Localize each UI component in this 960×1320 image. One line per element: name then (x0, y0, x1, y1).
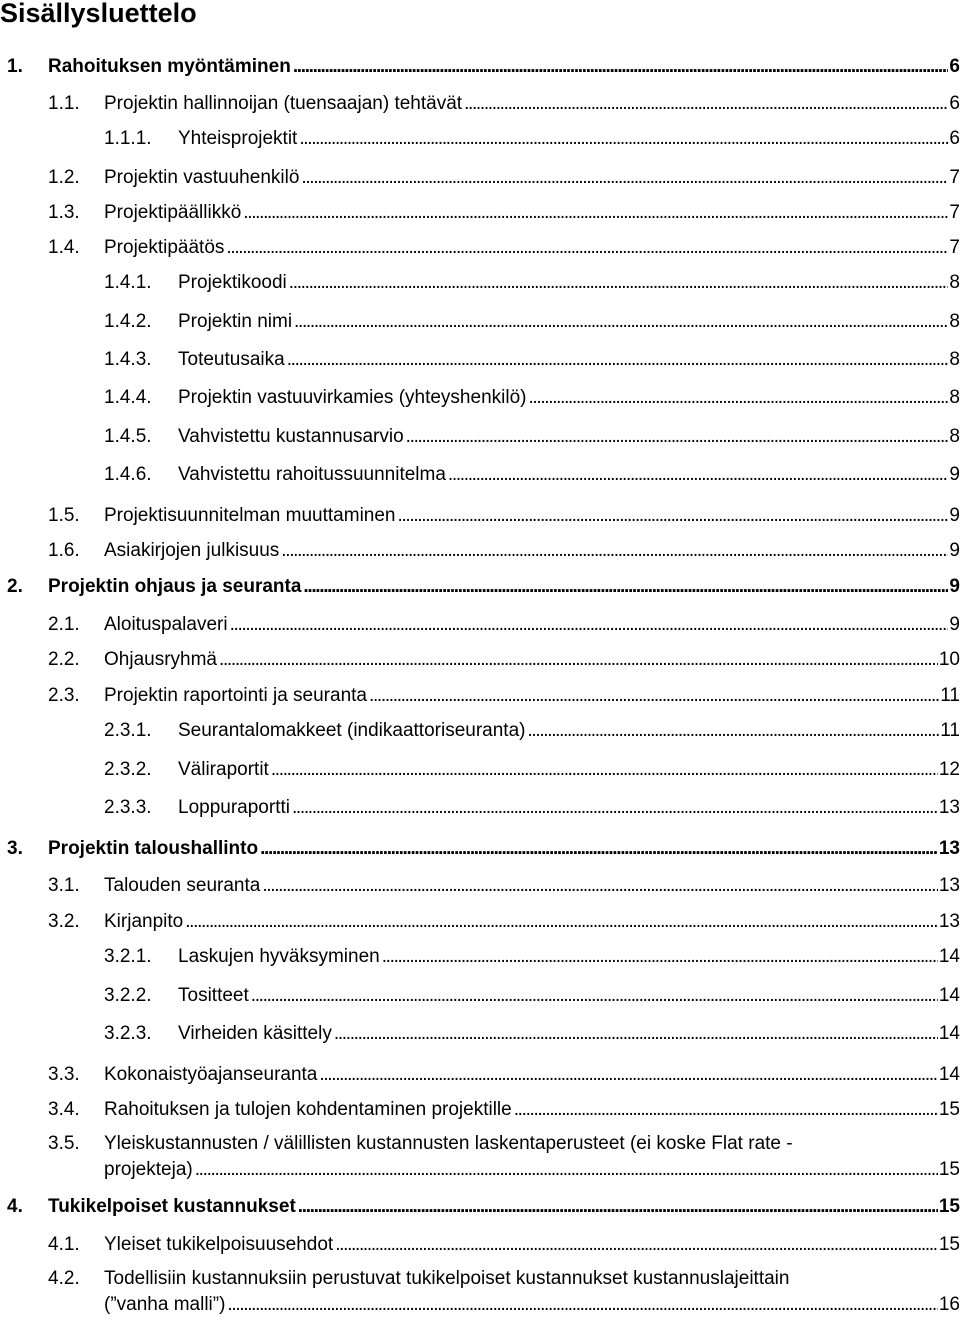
toc-number: 2.2. (48, 649, 80, 670)
toc-page-number: 9 (949, 540, 960, 561)
toc-title: Projektin raportointi ja seuranta (104, 685, 367, 706)
toc-number: 3.2.3. (104, 1023, 152, 1044)
toc-page-number: 8 (949, 311, 960, 332)
toc-entry[interactable] (0, 1232, 960, 1258)
toc-page-number: 7 (949, 237, 960, 258)
toc-page-number: 9 (949, 576, 960, 597)
dot-leader (319, 1062, 937, 1088)
dot-leader (271, 757, 938, 783)
dot-leader (398, 503, 949, 529)
dot-leader (294, 309, 948, 335)
toc-title-line1: Todellisiin kustannuksiin perustuvat tukikelpoiset kustannukset kustannuslajeittain (104, 1268, 790, 1289)
toc-title: Vahvistettu kustannusarvio (178, 426, 404, 447)
dot-leader (260, 836, 938, 862)
toc-number: 1.1. (48, 93, 80, 114)
toc-page-number: 10 (938, 649, 960, 670)
toc-number: 1.4.1. (104, 272, 152, 293)
toc-number: 1.4. (48, 237, 80, 258)
dot-leader (219, 647, 938, 673)
dot-leader (185, 909, 938, 935)
toc-page-number: 15 (938, 1196, 960, 1217)
toc-title: Rahoituksen ja tulojen kohdentaminen projektille (104, 1099, 512, 1120)
dot-leader (448, 462, 949, 488)
toc-title: Rahoituksen myöntäminen (48, 56, 291, 77)
toc-title: Projektin ohjaus ja seuranta (48, 576, 302, 597)
toc-number: 1.5. (48, 505, 80, 526)
toc-entry[interactable] (0, 235, 960, 261)
dot-leader (369, 683, 939, 709)
toc-title-line1: Yleiskustannusten / välillisten kustannusten laskentaperusteet (ei koske Flat rate - (104, 1133, 793, 1154)
toc-title: Loppuraportti (178, 797, 290, 818)
toc-entry[interactable] (0, 909, 960, 935)
toc-number: 3.2. (48, 911, 80, 932)
toc-page-number: 9 (949, 614, 960, 635)
toc-entry[interactable] (0, 503, 960, 529)
dot-leader (227, 1292, 937, 1318)
toc-title: Ohjausryhmä (104, 649, 217, 670)
toc-number: 2.3.3. (104, 797, 152, 818)
toc-number: 4.2. (48, 1268, 80, 1289)
toc-title: Aloituspalaveri (104, 614, 228, 635)
toc-page-number: 6 (949, 93, 960, 114)
toc-page-number: 7 (949, 202, 960, 223)
toc-entry[interactable] (0, 683, 960, 709)
toc-title: Kirjanpito (104, 911, 184, 932)
toc-entry[interactable] (0, 309, 960, 335)
toc-number: 3.5. (48, 1133, 80, 1154)
toc-entry[interactable] (0, 1131, 960, 1183)
toc-page-number: 11 (940, 685, 960, 706)
toc-page-number: 8 (949, 272, 960, 293)
toc-entry[interactable] (0, 647, 960, 673)
toc-title: Vahvistettu rahoitussuunnitelma (178, 464, 446, 485)
toc-entry[interactable] (0, 574, 960, 600)
dot-leader (382, 944, 938, 970)
toc-entry[interactable] (0, 54, 960, 80)
dot-leader (195, 1157, 938, 1183)
toc-entry[interactable] (0, 873, 960, 899)
toc-number: 2.3.1. (104, 720, 152, 741)
toc-number: 2. (7, 576, 23, 597)
dot-leader (527, 718, 939, 744)
toc-page-number: 14 (938, 1023, 960, 1044)
toc-entry[interactable] (0, 270, 960, 296)
toc-title: projekteja) (104, 1159, 193, 1180)
toc-number: 3.2.1. (104, 946, 152, 967)
dot-leader (406, 424, 949, 450)
dot-leader (251, 983, 938, 1009)
toc-title: Seurantalomakkeet (indikaattoriseuranta) (178, 720, 526, 741)
toc-title: Projektin hallinnoijan (tuensaajan) tehtävät (104, 93, 463, 114)
dot-leader (262, 873, 938, 899)
toc-page-number: 8 (949, 349, 960, 370)
toc-page-number: 13 (938, 797, 960, 818)
dot-leader (293, 54, 949, 80)
toc-page-number: 13 (938, 838, 960, 859)
toc-entry[interactable] (0, 126, 960, 152)
dot-leader (243, 200, 948, 226)
toc-entry[interactable] (0, 612, 960, 638)
toc-number: 4.1. (48, 1234, 80, 1255)
toc-number: 1.4.5. (104, 426, 152, 447)
toc-title: Toteutusaika (178, 349, 285, 370)
toc-entry[interactable] (0, 462, 960, 488)
toc-page-number: 14 (938, 985, 960, 1006)
toc-entry[interactable] (0, 983, 960, 1009)
toc-title: Projektin vastuuhenkilö (104, 167, 300, 188)
toc-number: 1.4.2. (104, 311, 152, 332)
toc-number: 3.2.2. (104, 985, 152, 1006)
toc-entry[interactable] (0, 836, 960, 862)
toc-entry[interactable] (0, 1097, 960, 1123)
toc-page-number: 6 (949, 128, 960, 149)
toc-title: Asiakirjojen julkisuus (104, 540, 280, 561)
toc-title: Väliraportit (178, 759, 269, 780)
dot-leader (335, 1232, 938, 1258)
toc-entry[interactable] (0, 718, 960, 744)
toc-number: 3.3. (48, 1064, 80, 1085)
toc-entry[interactable] (0, 1062, 960, 1088)
toc-page-number: 15 (938, 1159, 960, 1180)
toc-page-number: 9 (949, 464, 960, 485)
dot-leader (528, 385, 948, 411)
dot-leader (334, 1021, 938, 1047)
toc-number: 4. (7, 1196, 23, 1217)
toc-page-number: 16 (938, 1294, 960, 1315)
toc-number: 1.4.6. (104, 464, 152, 485)
toc-number: 1.3. (48, 202, 80, 223)
toc-page-number: 9 (949, 505, 960, 526)
toc-title: Virheiden käsittely (178, 1023, 332, 1044)
toc-number: 1.4.4. (104, 387, 152, 408)
dot-leader (230, 612, 949, 638)
toc-number: 1. (7, 56, 23, 77)
dot-leader (226, 235, 948, 261)
page-title: Sisällysluettelo (0, 0, 197, 28)
toc-entry[interactable] (0, 91, 960, 117)
toc-entry[interactable] (0, 1021, 960, 1047)
dot-leader (464, 91, 948, 117)
toc-title: Talouden seuranta (104, 875, 261, 896)
toc-page-number: 8 (949, 426, 960, 447)
toc-title: Projektin nimi (178, 311, 293, 332)
toc-number: 2.3. (48, 685, 80, 706)
toc-page-number: 14 (938, 946, 960, 967)
toc-page-number: 15 (938, 1234, 960, 1255)
toc-entry[interactable] (0, 385, 960, 411)
toc-number: 1.1.1. (104, 128, 152, 149)
toc-entry[interactable] (0, 538, 960, 564)
toc-entry[interactable] (0, 347, 960, 373)
toc-title: Tositteet (178, 985, 249, 1006)
toc-title: Projektisuunnitelman muuttaminen (104, 505, 396, 526)
dot-leader (287, 347, 949, 373)
toc-page-number: 15 (938, 1099, 960, 1120)
toc-number: 1.4.3. (104, 349, 152, 370)
dot-leader (289, 270, 949, 296)
toc-page-number: 7 (949, 167, 960, 188)
dot-leader (292, 795, 938, 821)
toc-entry[interactable] (0, 165, 960, 191)
toc-entry[interactable] (0, 1266, 960, 1318)
toc-entry[interactable] (0, 424, 960, 450)
toc-number: 3. (7, 838, 23, 859)
dot-leader (514, 1097, 938, 1123)
toc-title: Projektin taloushallinto (48, 838, 259, 859)
toc-page-number: 6 (949, 56, 960, 77)
toc-title: Laskujen hyväksyminen (178, 946, 380, 967)
toc-title: Projektipäätös (104, 237, 225, 258)
toc-page-number: 11 (940, 720, 960, 741)
toc-title: Yleiset tukikelpoisuusehdot (104, 1234, 334, 1255)
toc-title: Yhteisprojektit (178, 128, 298, 149)
toc-number: 1.6. (48, 540, 80, 561)
toc-number: 2.1. (48, 614, 80, 635)
toc-title: Projektipäällikkö (104, 202, 242, 223)
toc-title: Projektikoodi (178, 272, 287, 293)
toc-page-number: 14 (938, 1064, 960, 1085)
dot-leader (303, 574, 948, 600)
toc-number: 3.4. (48, 1099, 80, 1120)
toc-number: 3.1. (48, 875, 80, 896)
toc-entry[interactable] (0, 1194, 960, 1220)
toc-number: 1.2. (48, 167, 80, 188)
toc-entry[interactable] (0, 944, 960, 970)
toc-entry[interactable] (0, 795, 960, 821)
toc-entry[interactable] (0, 200, 960, 226)
toc-title: Projektin vastuuvirkamies (yhteyshenkilö) (178, 387, 527, 408)
toc-entry[interactable] (0, 757, 960, 783)
toc-page-number: 8 (949, 387, 960, 408)
toc-number: 2.3.2. (104, 759, 152, 780)
toc-title: Kokonaistyöajanseuranta (104, 1064, 318, 1085)
toc-title: Tukikelpoiset kustannukset (48, 1196, 296, 1217)
toc-page-number: 13 (938, 875, 960, 896)
toc-title: (”vanha malli”) (104, 1294, 226, 1315)
toc-page-number: 12 (938, 759, 960, 780)
dot-leader (301, 165, 948, 191)
dot-leader (298, 1194, 938, 1220)
dot-leader (299, 126, 948, 152)
toc-page-number: 13 (938, 911, 960, 932)
dot-leader (281, 538, 948, 564)
